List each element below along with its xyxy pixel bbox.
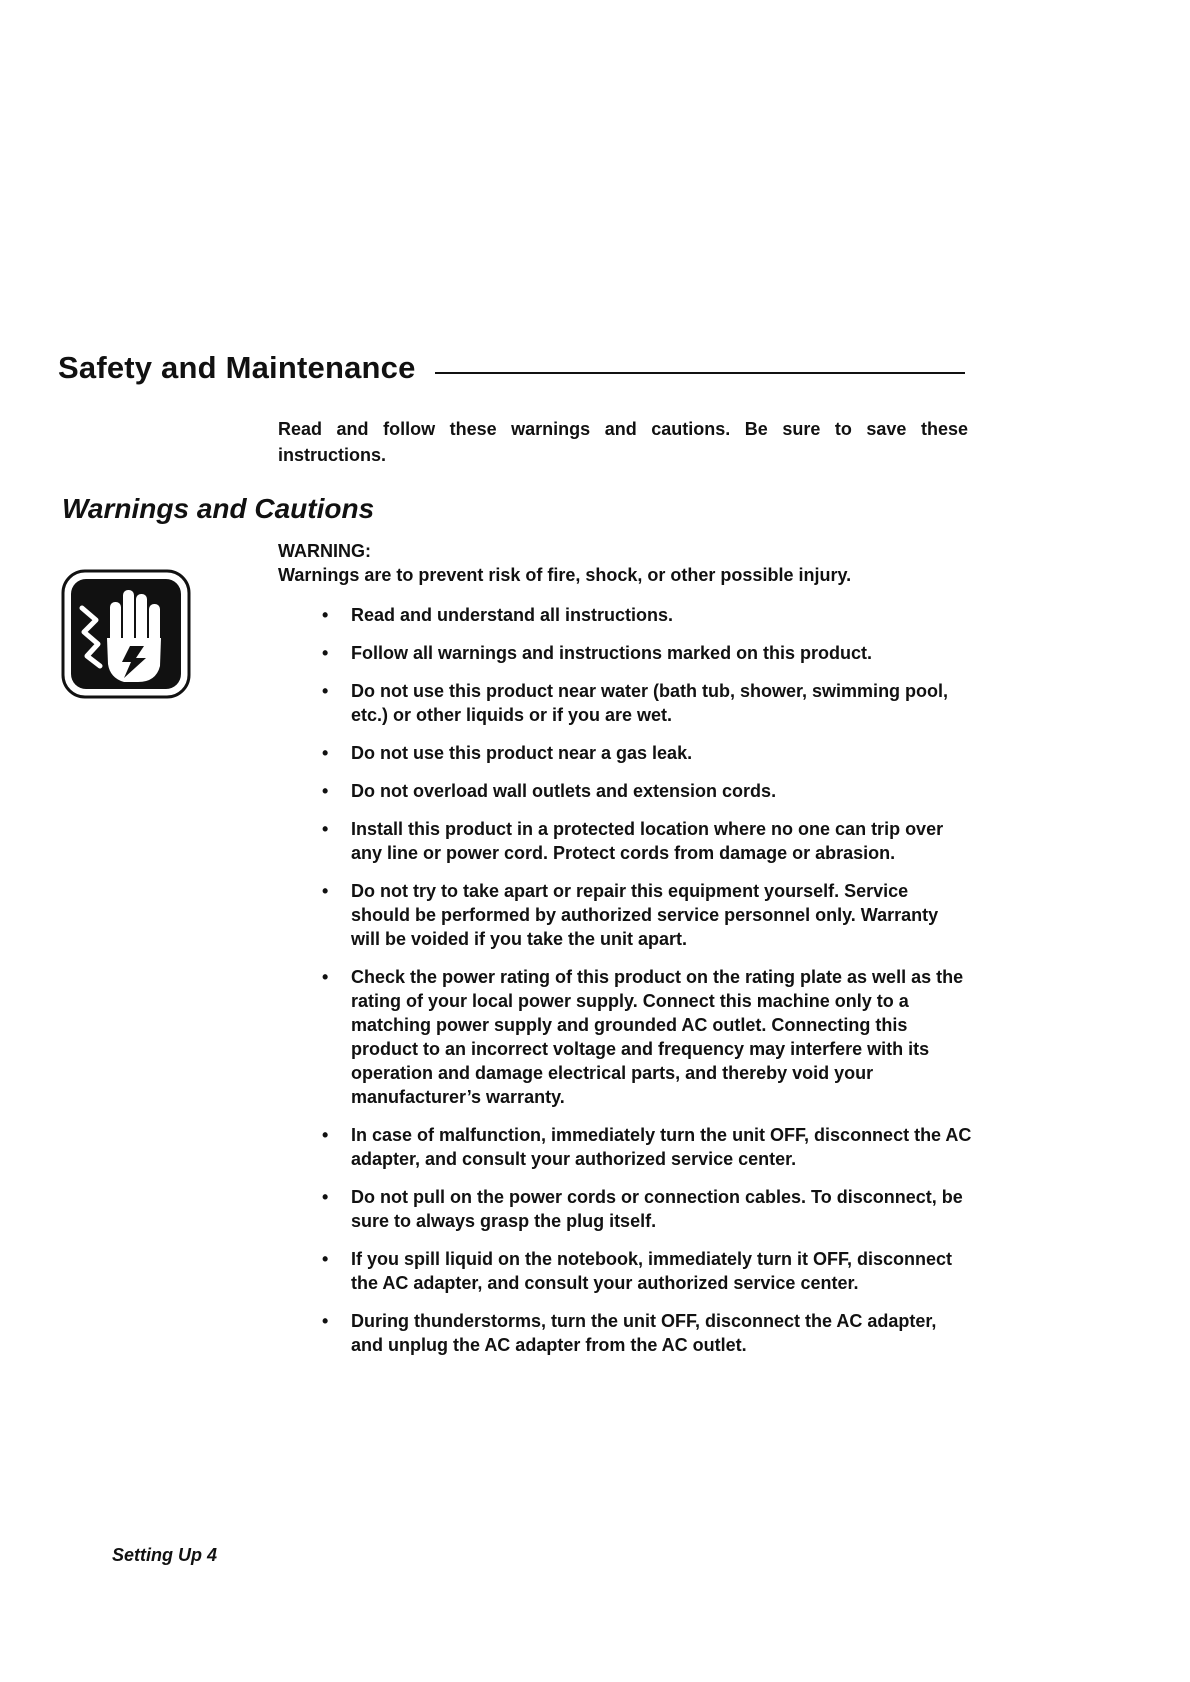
electrical-hazard-hand-icon bbox=[60, 568, 192, 700]
list-item: • If you spill liquid on the notebook, immediately turn it OFF, disconnect the AC adapter, and consult your authorized service center. bbox=[322, 1247, 972, 1295]
warning-bullet-list bbox=[322, 603, 972, 1371]
list-item: • During thunderstorms, turn the unit OFF, disconnect the AC adapter, and unplug the AC adapter from the AC outlet. bbox=[322, 1309, 972, 1357]
list-item: • Check the power rating of this product on the rating plate as well as the rating of your local power supply. Connect this machine only to a matching power supply and grounded AC outlet. Connecting this product to an incorrect voltage and frequency may interfere with its operation and damage electrical parts, and thereby void your manufacturer’s warranty. bbox=[322, 965, 972, 1109]
page-footer: Setting Up 4 bbox=[112, 1545, 218, 1565]
warning-description: Warnings are to prevent risk of fire, shock, or other possible injury. bbox=[278, 565, 852, 585]
list-item: • Install this product in a protected location where no one can trip over any line or power cord. Protect cords from damage or abrasion. bbox=[322, 817, 972, 865]
list-item: • In case of malfunction, immediately turn the unit OFF, disconnect the AC adapter, and consult your authorized service center. bbox=[322, 1123, 972, 1171]
section-title: Warnings and Cautions bbox=[62, 493, 375, 524]
list-item: • Do not overload wall outlets and extension cords. bbox=[322, 779, 972, 803]
list-item: • Do not use this product near water (bath tub, shower, swimming pool, etc.) or other liquids or if you are wet. bbox=[322, 679, 972, 727]
list-item: • Do not pull on the power cords or connection cables. To disconnect, be sure to always grasp the plug itself. bbox=[322, 1185, 972, 1233]
intro-text: Read and follow these warnings and cautions. Be sure to save these instructions. bbox=[278, 419, 968, 465]
title-divider bbox=[435, 372, 965, 374]
list-item: • Do not try to take apart or repair this equipment yourself. Service should be performed by authorized service personnel only. Warranty will be voided if you take the unit apart. bbox=[322, 879, 972, 951]
list-item: • Follow all warnings and instructions marked on this product. bbox=[322, 641, 972, 665]
list-item: • Read and understand all instructions. bbox=[322, 603, 972, 627]
page-title: Safety and Maintenance bbox=[58, 350, 416, 385]
list-item: • Do not use this product near a gas leak. bbox=[322, 741, 972, 765]
warning-label: WARNING: bbox=[278, 541, 371, 561]
